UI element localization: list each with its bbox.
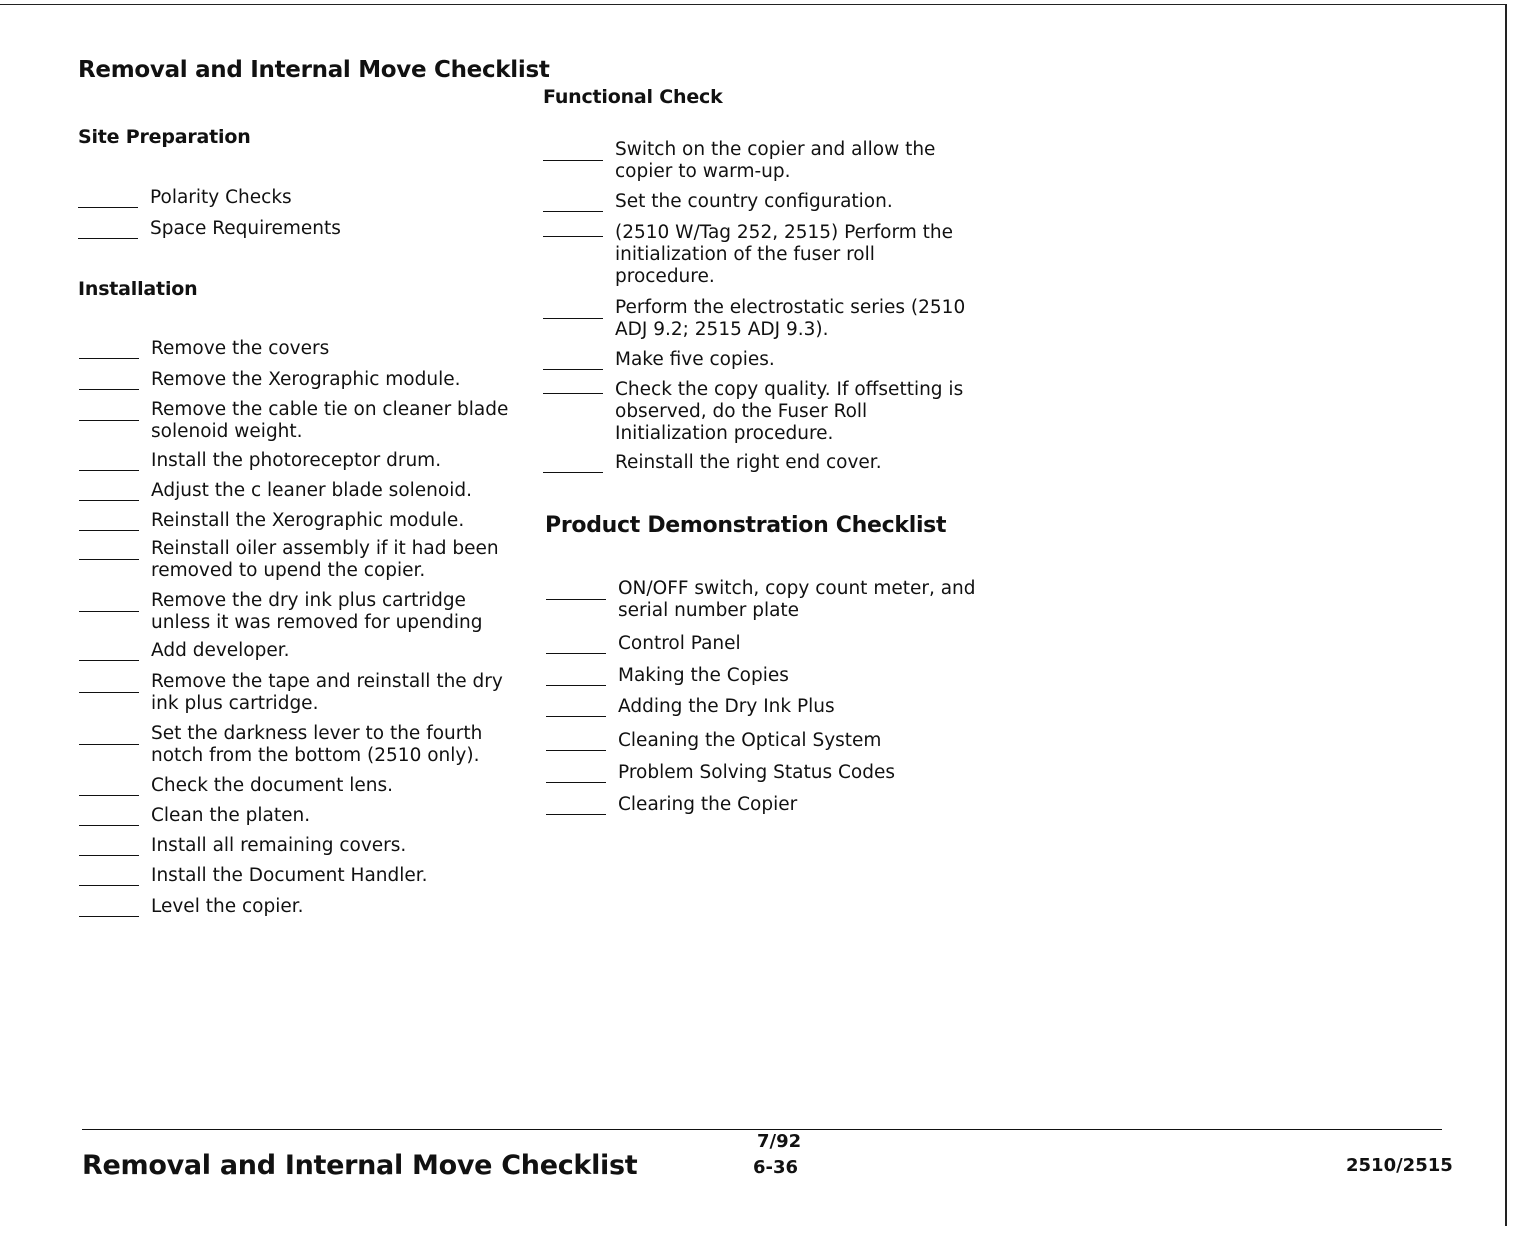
checklist-item-line: notch from the bottom (2510 only). — [151, 745, 480, 766]
check-blank-line — [79, 420, 139, 421]
check-blank-line — [546, 814, 606, 815]
checklist-item-line: Check the document lens. — [151, 775, 394, 796]
checklist-item-text — [618, 762, 895, 784]
checklist-item-line: Level the copier. — [151, 896, 304, 917]
site-preparation-heading: Site Preparation — [78, 126, 251, 148]
checklist-item-line: Initialization procedure. — [615, 423, 834, 444]
checklist-item-text — [615, 379, 963, 445]
check-blank-line — [79, 358, 139, 359]
checklist-item-line: Remove the tape and reinstall the dry — [151, 671, 503, 692]
checklist-item-text — [150, 187, 292, 209]
checklist-item-line: Remove the covers — [151, 338, 330, 359]
checklist-item-text — [618, 633, 741, 655]
checklist-item-text — [618, 578, 976, 622]
checklist-item-text — [151, 775, 393, 797]
checklist-item-text — [615, 191, 893, 213]
checklist-item-text — [151, 480, 472, 502]
checklist-item-text — [618, 665, 789, 687]
checklist-item-line: Clearing the Copier — [618, 794, 798, 815]
check-blank-line — [79, 611, 139, 612]
checklist-item-line: Clean the platen. — [151, 805, 311, 826]
checklist-item-text — [151, 835, 406, 857]
check-blank-line — [79, 825, 139, 826]
checklist-item-text — [615, 297, 965, 341]
checklist-item-text — [151, 538, 499, 582]
checklist-item-text — [151, 671, 503, 715]
checklist-item-text — [151, 640, 290, 662]
functional-check-heading: Functional Check — [543, 86, 723, 108]
checklist-item-line: Reinstall the right end cover. — [615, 452, 882, 473]
checklist-item-text — [150, 218, 341, 240]
checklist-item-line: ON/OFF switch, copy count meter, and — [618, 578, 976, 599]
checklist-item-line: Check the copy quality. If offsetting is — [615, 379, 964, 400]
checklist-item-text — [151, 399, 508, 443]
check-blank-line — [78, 238, 138, 239]
checklist-item-line: ink plus cartridge. — [151, 693, 319, 714]
checklist-item-line: solenoid weight. — [151, 421, 303, 442]
check-blank-line — [543, 472, 603, 473]
check-blank-line — [79, 744, 139, 745]
check-blank-line — [543, 318, 603, 319]
check-blank-line — [79, 530, 139, 531]
checklist-item-text — [615, 222, 953, 288]
checklist-item-line: Reinstall oiler assembly if it had been — [151, 538, 499, 559]
check-blank-line — [79, 470, 139, 471]
check-blank-line — [546, 599, 606, 600]
check-blank-line — [79, 660, 139, 661]
check-blank-line — [79, 795, 139, 796]
checklist-item-line: Add developer. — [151, 640, 290, 661]
checklist-item-line: serial number plate — [618, 600, 800, 621]
check-blank-line — [79, 500, 139, 501]
check-blank-line — [79, 692, 139, 693]
check-blank-line — [78, 207, 138, 208]
checklist-item-line: removed to upend the copier. — [151, 560, 426, 581]
checklist-item-line: Remove the Xerographic module. — [151, 369, 461, 390]
checklist-item-line: Cleaning the Optical System — [618, 730, 882, 751]
checklist-item-line: Reinstall the Xerographic module. — [151, 510, 465, 531]
checklist-item-text — [615, 139, 935, 183]
product-demo-heading: Product Demonstration Checklist — [545, 513, 947, 538]
checklist-item-line: Adjust the c leaner blade solenoid. — [151, 480, 472, 501]
checklist-item-text — [151, 450, 441, 472]
checklist-item-line: Remove the cable tie on cleaner blade — [151, 399, 509, 420]
check-blank-line — [543, 393, 603, 394]
check-blank-line — [79, 559, 139, 560]
check-blank-line — [543, 236, 603, 237]
checklist-item-text — [151, 590, 483, 634]
checklist-item-line: Make five copies. — [615, 349, 775, 370]
checklist-item-text — [615, 452, 882, 474]
check-blank-line — [543, 160, 603, 161]
checklist-item-text — [618, 794, 797, 816]
footer-date: 7/92 — [757, 1131, 802, 1152]
checklist-item-line: Install the photoreceptor drum. — [151, 450, 442, 471]
checklist-item-line: procedure. — [615, 266, 715, 287]
checklist-item-line: Making the Copies — [618, 665, 789, 686]
checklist-item-line: Install all remaining covers. — [151, 835, 407, 856]
checklist-item-line: Set the darkness lever to the fourth — [151, 723, 483, 744]
checklist-item-text — [618, 696, 835, 718]
page-right-border — [1505, 4, 1507, 1226]
check-blank-line — [546, 653, 606, 654]
checklist-item-line: observed, do the Fuser Roll — [615, 401, 868, 422]
checklist-item-line: Remove the dry ink plus cartridge — [151, 590, 466, 611]
checklist-item-line: ADJ 9.2; 2515 ADJ 9.3). — [615, 319, 829, 340]
checklist-item-text — [151, 510, 464, 532]
check-blank-line — [546, 782, 606, 783]
checklist-item-text — [151, 896, 304, 918]
check-blank-line — [79, 389, 139, 390]
checklist-item-line: copier to warm-up. — [615, 161, 791, 182]
checklist-item-text — [615, 349, 775, 371]
checklist-item-line: Install the Document Handler. — [151, 865, 428, 886]
check-blank-line — [543, 369, 603, 370]
checklist-item-line: unless it was removed for upending — [151, 612, 483, 633]
check-blank-line — [79, 916, 139, 917]
page-title: Removal and Internal Move Checklist — [78, 57, 550, 83]
checklist-item-text — [618, 730, 881, 752]
checklist-item-text — [151, 723, 482, 767]
checklist-item-line: initialization of the fuser roll — [615, 244, 875, 265]
footer-page-number: 6-36 — [753, 1157, 799, 1178]
checklist-item-line: Perform the electrostatic series (2510 — [615, 297, 966, 318]
checklist-item-line: (2510 W/Tag 252, 2515) Perform the — [615, 222, 954, 243]
check-blank-line — [546, 716, 606, 717]
checklist-item-line: Switch on the copier and allow the — [615, 139, 936, 160]
check-blank-line — [79, 855, 139, 856]
checklist-item-text — [151, 865, 428, 887]
checklist-item-line: Space Requirements — [150, 218, 341, 239]
checklist-item-line: Problem Solving Status Codes — [618, 762, 895, 783]
checklist-item-text — [151, 369, 461, 391]
footer-model: 2510/2515 — [1346, 1155, 1453, 1176]
page-top-border — [0, 4, 1505, 5]
check-blank-line — [79, 885, 139, 886]
check-blank-line — [546, 750, 606, 751]
checklist-item-text — [151, 338, 329, 360]
checklist-item-text — [151, 805, 310, 827]
checklist-item-line: Polarity Checks — [150, 187, 292, 208]
footer-rule — [82, 1129, 1442, 1130]
checklist-item-line: Control Panel — [618, 633, 741, 654]
footer-title: Removal and Internal Move Checklist — [82, 1150, 638, 1181]
checklist-item-line: Set the country configuration. — [615, 191, 893, 212]
check-blank-line — [546, 685, 606, 686]
check-blank-line — [543, 211, 603, 212]
installation-heading: Installation — [78, 278, 198, 300]
checklist-item-line: Adding the Dry Ink Plus — [618, 696, 835, 717]
